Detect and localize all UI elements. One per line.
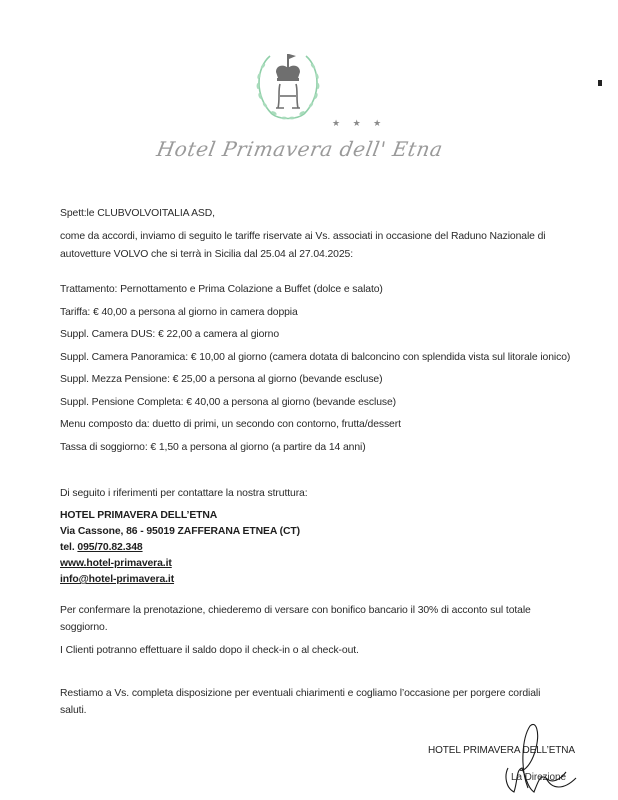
contact-website-link[interactable]: www.hotel-primavera.it [60, 558, 172, 569]
menu-description: Menu composto da: duetto di primi, un secondo con contorno, frutta/dessert [60, 419, 401, 430]
intro-line-2: autovetture VOLVO che si terrà in Sicilia dal 25.04 al 27.04.2025: [60, 249, 353, 260]
contact-address: Via Cassone, 86 - 95019 ZAFFERANA ETNEA (CT) [60, 526, 301, 537]
rate-double-room: Tariffa: € 40,00 a persona al giorno in camera doppia [60, 307, 298, 318]
rate-dus: Suppl. Camera DUS: € 22,00 a camera al giorno [60, 329, 280, 340]
signature-role: La Direzione [511, 772, 566, 783]
contact-hotel-name: HOTEL PRIMAVERA DELL’ETNA [60, 510, 218, 521]
contact-email-link[interactable]: info@hotel-primavera.it [60, 574, 175, 585]
scan-mark [598, 80, 602, 86]
intro-line-1: come da accordi, inviamo di seguito le tariffe riservate ai Vs. associati in occasione del Raduno Nazionale di [60, 231, 546, 242]
rate-full-board: Suppl. Pensione Completa: € 40,00 a persona al giorno (bevande escluse) [60, 397, 397, 408]
booking-line-1: Per confermare la prenotazione, chiederemo di versare con bonifico bancario il 30% di acconto sul totale [60, 605, 531, 616]
payment-note: I Clienti potranno effettuare il saldo dopo il check-in o al check-out. [60, 645, 359, 656]
contact-phone-link[interactable]: 095/70.82.348 [77, 542, 143, 553]
closing-line-1: Restiamo a Vs. completa disposizione per eventuali chiarimenti e cogliamo l’occasione per porgere cordiali [60, 688, 541, 699]
contact-phone-label: tel. [60, 542, 78, 553]
signature-company: HOTEL PRIMAVERA DELL’ETNA [428, 745, 575, 756]
booking-line-2: soggiorno. [60, 622, 108, 633]
contact-phone-row [60, 541, 143, 554]
rate-treatment: Trattamento: Pernottamento e Prima Colazione a Buffet (dolce e salato) [60, 284, 383, 295]
star-rating: ★ ★ ★ [332, 118, 387, 128]
rate-half-board: Suppl. Mezza Pensione: € 25,00 a persona al giorno (bevande escluse) [60, 374, 383, 385]
closing-line-2: saluti. [60, 705, 87, 716]
greeting: Spett:le CLUBVOLVOITALIA ASD, [60, 208, 215, 219]
hotel-logo-icon [250, 48, 326, 124]
tourist-tax: Tassa di soggiorno: € 1,50 a persona al giorno (a partire da 14 anni) [60, 442, 366, 453]
contacts-intro: Di seguito i riferimenti per contattare la nostra struttura: [60, 488, 308, 499]
rate-panoramic: Suppl. Camera Panoramica: € 10,00 al giorno (camera dotata di balconcino con splendida vista sul litorale ionico) [60, 352, 571, 363]
handwritten-signature-icon [500, 718, 590, 798]
hotel-name-header: Hotel Primavera dell' Etna [154, 137, 445, 161]
